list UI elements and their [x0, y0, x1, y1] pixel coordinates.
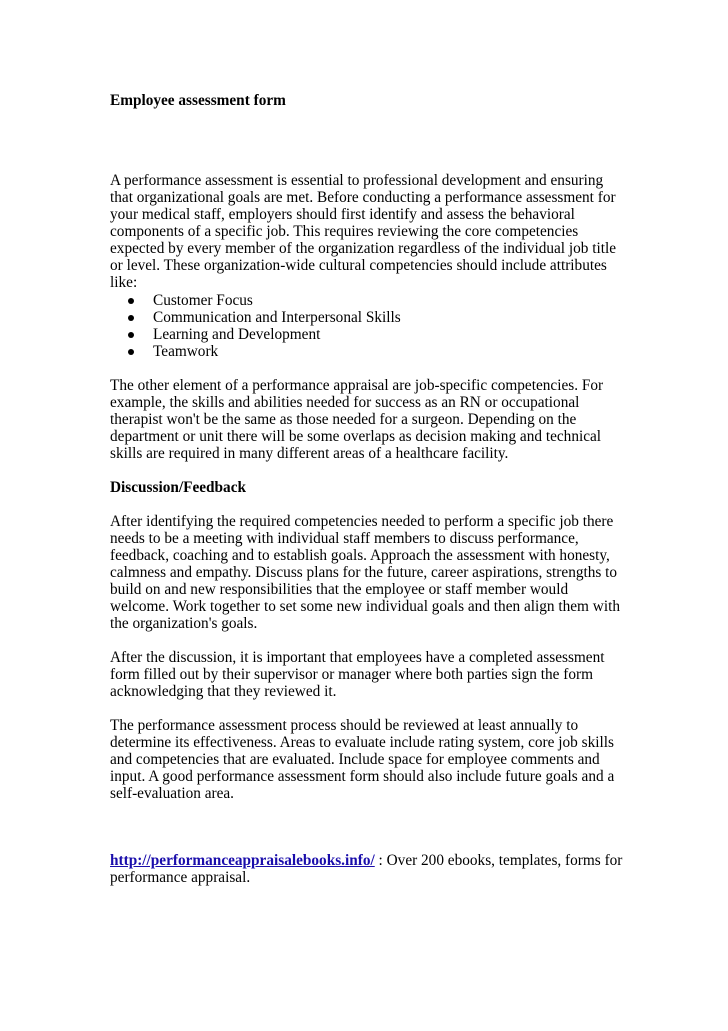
discussion-paragraph: After identifying the required competencies needed to perform a specific job there needs to be a meeting with individual staff members to discuss performance, feedback, coaching and to establish goals. Approach the assessment with honesty, calmness and empathy. Discuss plans for the future, career aspirations, strengths to build on and new responsibilities that the employee or staff member would welcome. Work together to set some new individual goals and then align them with the organization's goals.: [110, 513, 620, 632]
list-item: [126, 326, 401, 343]
list-item: [126, 343, 401, 360]
bullet-icon: [128, 298, 134, 304]
discussion-heading: Discussion/Feedback: [110, 479, 246, 496]
list-item-label: Learning and Development: [153, 326, 321, 343]
document-title: Employee assessment form: [110, 92, 286, 109]
bullet-icon: [128, 349, 134, 355]
list-item-label: Communication and Interpersonal Skills: [153, 309, 401, 326]
after-discussion-paragraph: After the discussion, it is important that employees have a completed assessment form filled out by their supervisor or manager where both parties sign the form acknowledging that they reviewed it.: [110, 649, 605, 700]
list-item-label: Teamwork: [153, 343, 219, 360]
process-paragraph: The performance assessment process should be reviewed at least annually to determine its effectiveness. Areas to evaluate include rating system, core job skills and competencies that are evaluated. Include space for employee comments and input. A good performance assessment form should also include future goals and a self-evaluation area.: [110, 717, 615, 802]
competencies-list: [126, 292, 401, 360]
bullet-icon: [128, 332, 134, 338]
list-item-label: Customer Focus: [153, 292, 253, 309]
intro-paragraph: A performance assessment is essential to professional development and ensuring that organizational goals are met. Before conducting a performance assessment for your medical staff, employers should first identify and assess the behavioral components of a specific job. This requires reviewing the core competencies expected by every member of the organization regardless of the individual job title or level. These organization-wide cultural competencies should include attributes like:: [110, 172, 617, 291]
footer-link-line: [110, 852, 624, 886]
list-item: [126, 292, 401, 309]
list-item: [126, 309, 401, 326]
ebooks-link[interactable]: http://performanceappraisalebooks.info/: [110, 852, 375, 869]
link-description: : Over 200 ebooks, templates, forms for performance appraisal.: [110, 852, 623, 886]
job-specific-paragraph: The other element of a performance appraisal are job-specific competencies. For example, the skills and abilities needed for success as an RN or occupational therapist won't be the same as those needed for a surgeon. Depending on the department or unit there will be some overlaps as decision making and technical skills are required in many different areas of a healthcare facility.: [110, 377, 604, 462]
bullet-icon: [128, 315, 134, 321]
